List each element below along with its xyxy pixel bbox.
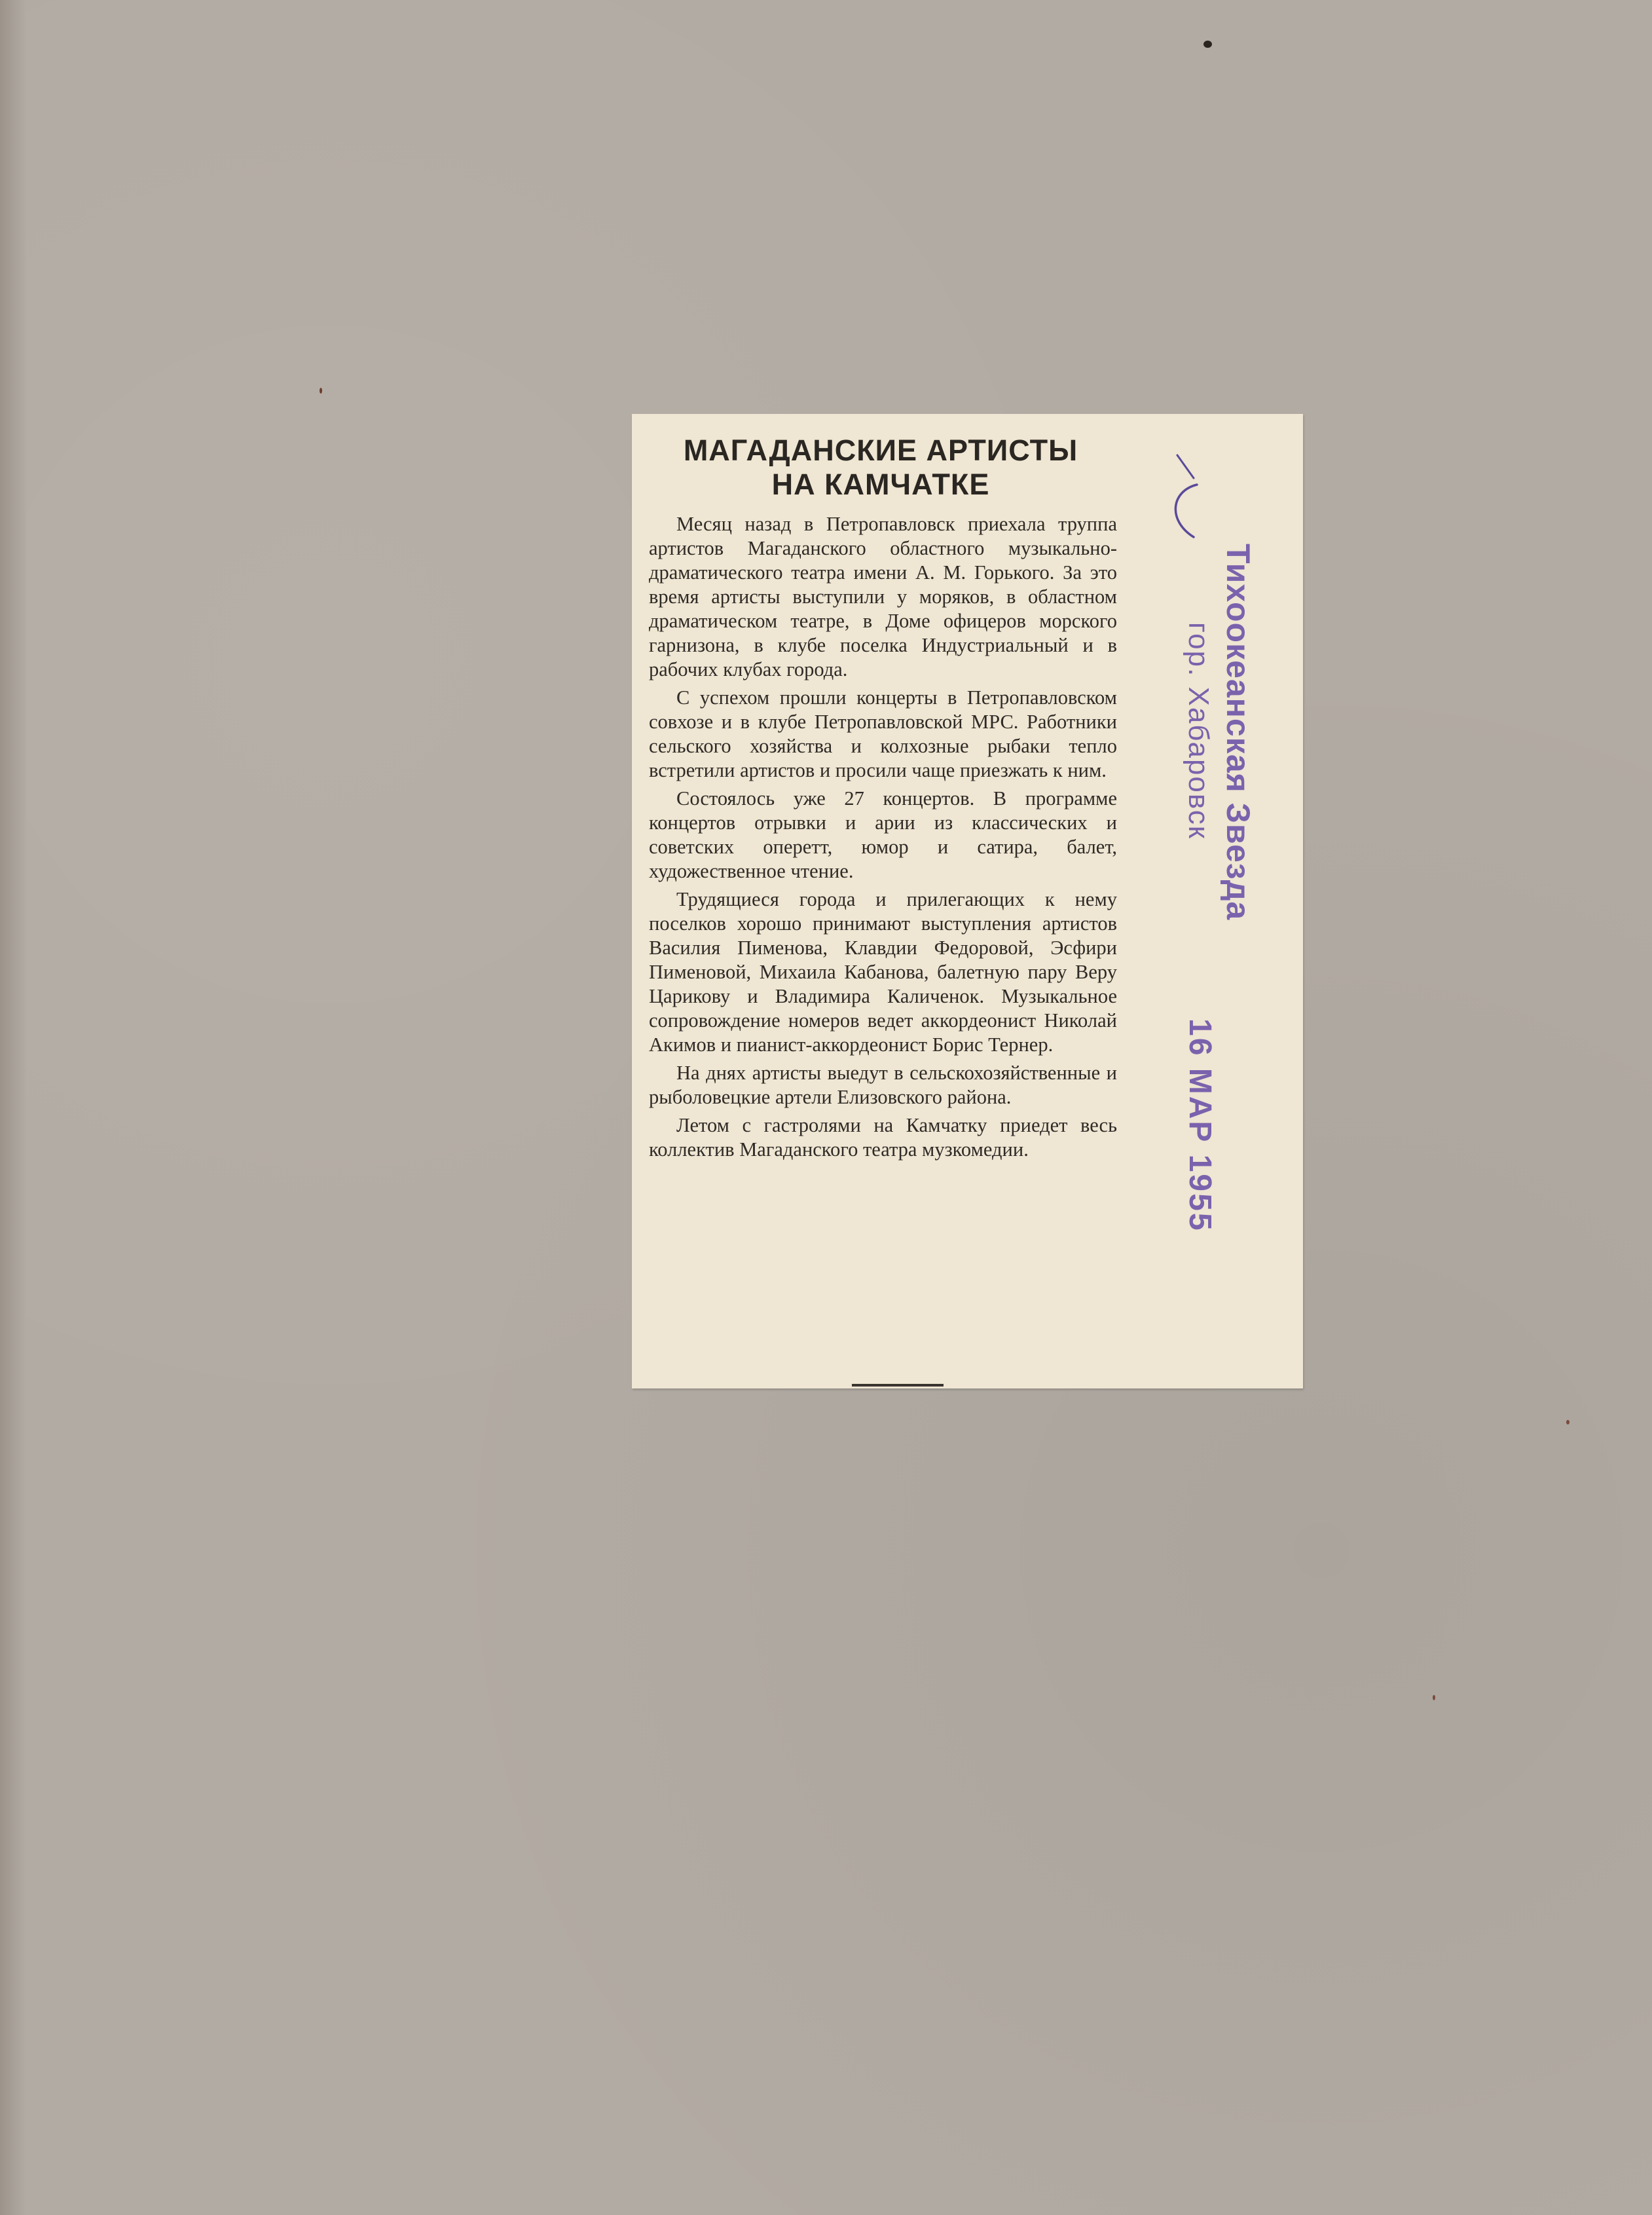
article-paragraph: На днях артисты выедут в сельскохозяйственные и рыболовецкие артели Елизовского района.: [649, 1062, 1117, 1108]
handwritten-mark: [1164, 452, 1223, 544]
paper-speck: [320, 388, 322, 394]
article-paragraph: Трудящиеся города и прилегающих к нему поселков хорошо принимают выступления артистов Василия Пименова, Клавдии Федоровой, Эсфири Пименовой, Михаила Кабанова, балетную пару Веру Царикову и Владимира Каличенок. Музыкальное сопровождение номеров ведет аккордеонист Николай Акимов и пианист-аккордеонист Борис Тернер.: [649, 888, 1117, 1056]
city-stamp: гор. Хабаровск: [1183, 622, 1215, 840]
paper-speck: [1433, 1695, 1435, 1700]
article-paragraph: С успехом прошли концерты в Петропавловском совхозе и в клубе Петропавловской МРС. Работники сельского хозяйства и колхозные рыбаки тепло встретили артистов и просили чаще приезжать к ним.: [649, 686, 1117, 781]
headline-line-2: НА КАМЧАТКЕ: [771, 468, 990, 501]
headline-line-1: МАГАДАНСКИЕ АРТИСТЫ: [683, 434, 1078, 467]
sheet-edge: [0, 0, 26, 2215]
article-paragraph: Летом с гастролями на Камчатку приедет весь коллектив Магаданского театра музкомедии.: [649, 1114, 1117, 1161]
article-body: [649, 512, 1117, 1166]
end-rule: [852, 1384, 944, 1387]
date-stamp: 16 МАР 1955: [1183, 1018, 1217, 1233]
newspaper-clipping: [632, 414, 1303, 1388]
newspaper-stamp: Тихоокеанская Звезда: [1220, 544, 1257, 921]
paper-speck: [1566, 1420, 1569, 1424]
article-paragraph: Состоялось уже 27 концертов. В программе концертов отрывки и арии из классических и советских оперетт, юмор и сатира, балет, художественное чтение.: [649, 787, 1117, 882]
paper-speck: [1203, 41, 1212, 48]
article-headline: [632, 434, 1129, 502]
article-paragraph: Месяц назад в Петропавловск приехала труппа артистов Магаданского областного музыкально-драматического театра имени А. М. Горького. За это время артисты выступили у моряков, в областном драматическом театре, в Доме офицеров морского гарнизона, в клубе поселка Индустриальный и в рабочих клубах города.: [649, 513, 1117, 680]
